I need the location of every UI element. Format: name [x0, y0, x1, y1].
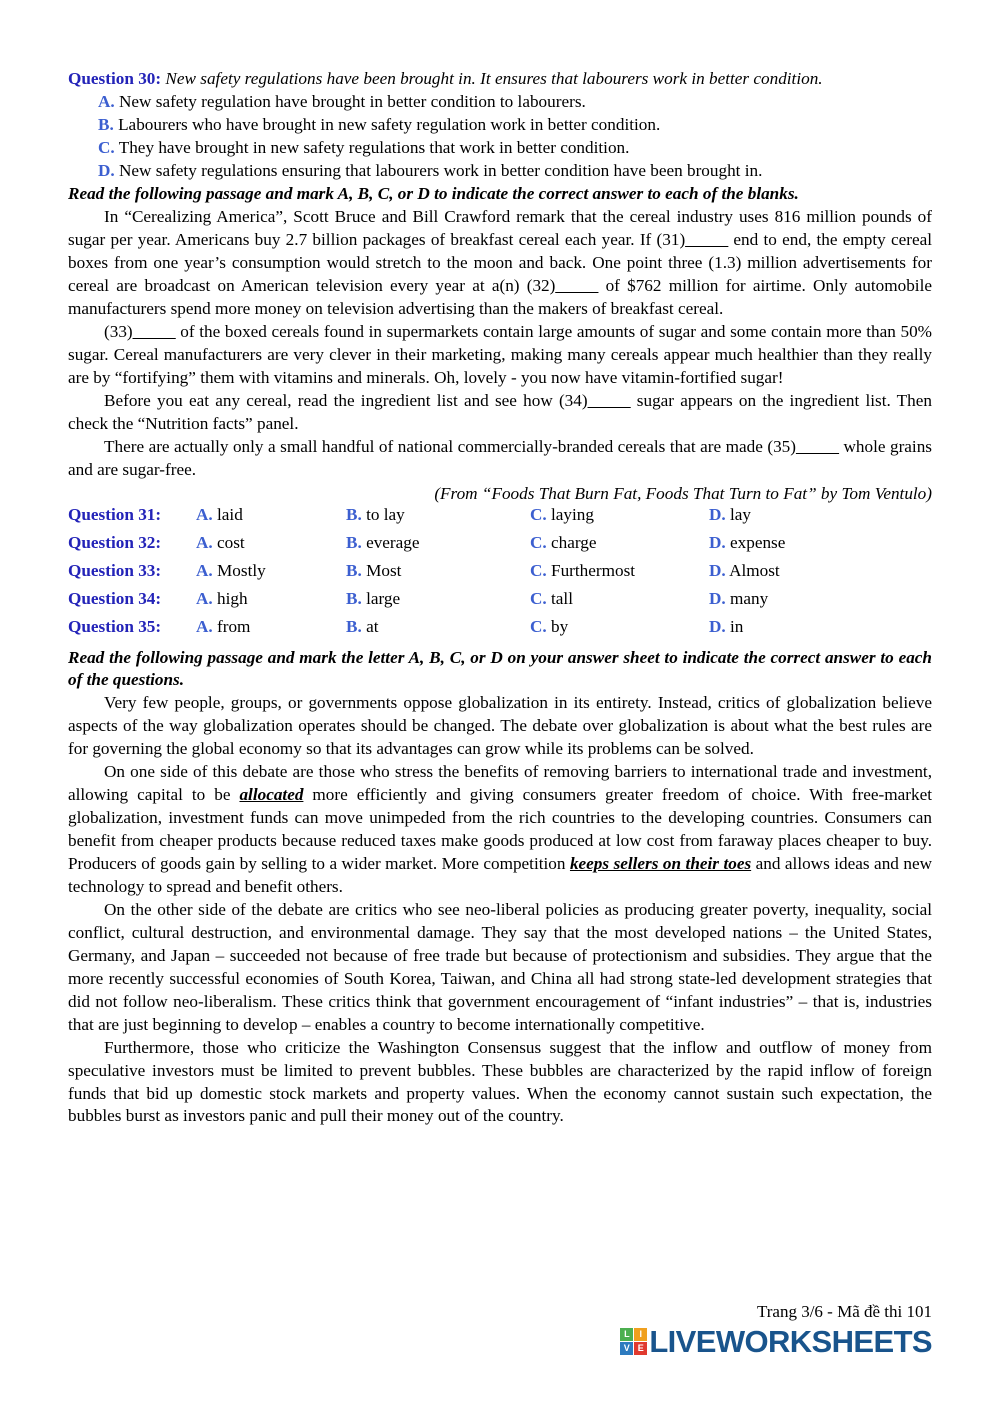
page-footer — [620, 1302, 932, 1357]
option-text: to lay — [366, 504, 405, 524]
question-34-option-b[interactable] — [346, 590, 400, 607]
cloze-p3-text-b: sugar appears on the ingredient list. Then check the “Nutrition facts” panel. — [68, 390, 932, 433]
question-35-option-b[interactable] — [346, 618, 378, 635]
question-32-label: Question 32: — [68, 532, 162, 552]
option-letter: C. — [98, 137, 115, 157]
option-text: lay — [730, 504, 752, 524]
option-letter: C. — [530, 588, 547, 608]
cloze-p3-text-a: Before you eat any cereal, read the ingredient list and see how (34) — [104, 390, 588, 410]
question-33-option-b[interactable] — [346, 562, 401, 579]
option-letter: A. — [98, 91, 115, 111]
liveworksheets-logo — [620, 1326, 932, 1357]
question-30-option-a[interactable] — [98, 91, 932, 114]
cloze-paragraph-1 — [68, 206, 932, 321]
option-letter: B. — [346, 588, 362, 608]
question-33-option-a[interactable] — [196, 562, 266, 579]
logo-tile-l: L — [620, 1328, 633, 1341]
blank-33: _____ — [132, 322, 176, 342]
question-33-row — [68, 562, 932, 590]
instruction-reading: Read the following passage and mark the letter A, B, C, or D on your answer sheet to indicate the correct answer to each of the questions. — [68, 647, 932, 690]
option-letter: D. — [709, 616, 726, 636]
question-31-option-a[interactable] — [196, 506, 243, 523]
reading-paragraph-4: Furthermore, those who criticize the Washington Consensus suggest that the inflow and outflow of money from speculative investors must be limited to prevent bubbles. These bubbles are characterized by the rapid inflow of foreign funds that bid up domestic stock markets and property values. When the economy cannot sustain such expectation, the bubbles burst as investors panic and pull their money out of the country. — [68, 1037, 932, 1126]
option-text: charge — [551, 532, 597, 552]
question-33-label: Question 33: — [68, 560, 162, 580]
question-30-block — [68, 68, 932, 91]
blank-31: _____ — [685, 230, 729, 250]
reading-paragraph-2 — [68, 761, 932, 899]
option-letter: A. — [196, 532, 213, 552]
blank-34: _____ — [587, 390, 631, 410]
option-text: cost — [217, 532, 245, 552]
option-letter: B. — [98, 114, 114, 134]
question-34-row — [68, 590, 932, 618]
cloze-p2-text-b: of the boxed cereals found in supermarkets contain large amounts of sugar and some contain more than 50% sugar. Cereal manufacturers are very clever in their marketing, making many cereals appear much healthier than they really are by “fortifying” them with vitamins and minerals. Oh, lovely - you now have vitamin-fortified sugar! — [68, 322, 932, 387]
option-text: at — [366, 616, 379, 636]
cloze-p1-text-a: In “Cerealizing America”, Scott Bruce and Bill Crawford remark that the cereal industry uses 816 million pounds of sugar per year. Americans buy 2.7 billion packages of breakfast cereal each year. If (31) — [68, 207, 932, 250]
question-34-option-d[interactable] — [709, 590, 768, 607]
option-text: laid — [217, 504, 243, 524]
question-30-number: Question 30: — [68, 69, 162, 88]
option-text: They have brought in new safety regulations that work in better condition. — [118, 137, 630, 157]
option-text: in — [730, 616, 744, 636]
worksheet-page — [68, 68, 932, 1128]
cloze-paragraph-2 — [68, 321, 932, 390]
emphasized-term-keeps-sellers-on-their-toes: keeps sellers on their toes — [569, 853, 752, 873]
option-letter: B. — [346, 504, 362, 524]
cloze-p2-text-a: (33) — [104, 322, 133, 342]
option-text: laying — [551, 504, 594, 524]
option-letter: D. — [709, 504, 726, 524]
option-letter: D. — [98, 160, 115, 180]
passage-attribution: (From “Foods That Burn Fat, Foods That Turn to Fat” by Tom Ventulo) — [434, 483, 932, 503]
reading-p2-text-c: and allows ideas and new technology to spread and benefit others. — [68, 853, 932, 896]
cloze-paragraph-4 — [68, 436, 932, 482]
option-text: New safety regulation have brought in better condition to labourers. — [119, 91, 586, 111]
page-info: Trang 3/6 - Mã đề thi 101 — [756, 1301, 932, 1321]
option-text: Labourers who have brought in new safety regulation work in better condition. — [118, 114, 661, 134]
question-32-row — [68, 534, 932, 562]
cloze-p4-text-a: There are actually only a small handful of national commercially-branded cereals that are made (35) — [104, 436, 796, 456]
option-letter: C. — [530, 532, 547, 552]
option-letter: B. — [346, 560, 362, 580]
option-text: Almost — [729, 560, 780, 580]
question-32-option-a[interactable] — [196, 534, 245, 551]
option-text: many — [730, 588, 769, 608]
instruction-cloze: Read the following passage and mark A, B, C, or D to indicate the correct answer to each of the blanks. — [68, 184, 799, 204]
option-text: Furthermost — [551, 560, 636, 580]
question-32-option-c[interactable] — [530, 534, 597, 551]
liveworksheets-logo-icon — [620, 1328, 647, 1355]
reading-p2-text-b: more efficiently and giving consumers greater freedom of choice. With free-market globalization, investment funds can move unimpeded from the rich countries to the developing countries. Consumers can benefit from cheaper products because reduced taxes make goods produced at low cost from faraway places cheaper to buy. Producers of goods gain by selling to a wider market. More competition — [68, 785, 932, 873]
option-text: Mostly — [217, 560, 266, 580]
question-34-label: Question 34: — [68, 588, 162, 608]
option-letter: A. — [196, 560, 213, 580]
option-text: by — [551, 616, 569, 636]
question-31-row — [68, 506, 932, 534]
option-text: from — [217, 616, 251, 636]
question-35-option-a[interactable] — [196, 618, 250, 635]
question-34-option-c[interactable] — [530, 590, 573, 607]
option-letter: A. — [196, 616, 213, 636]
question-30-option-c[interactable] — [98, 137, 932, 160]
emphasized-term-allocated: allocated — [239, 785, 304, 805]
question-30-option-b[interactable] — [98, 114, 932, 137]
logo-tile-e: E — [634, 1342, 647, 1355]
question-31-option-b[interactable] — [346, 506, 405, 523]
option-text: high — [217, 588, 248, 608]
option-text: everage — [366, 532, 420, 552]
question-33-option-c[interactable] — [530, 562, 635, 579]
cloze-p1-text-b: end to end, the empty cereal boxes from one year’s consumption would stretch to the moon and back. One point three (1.3) million advertisements for cereal are broadcast on American television every year at a(n) (32) — [68, 230, 932, 296]
question-32-option-d[interactable] — [709, 534, 785, 551]
option-letter: C. — [530, 504, 547, 524]
option-letter: B. — [346, 616, 362, 636]
reading-paragraph-1: Very few people, groups, or governments oppose globalization in its entirety. Instead, critics of globalization believe aspects of the way globalization operates should be changed. The debate over globalization is about what the best rules are for governing the global economy so that its advantages can grow while its problems can be solved. — [68, 693, 932, 759]
option-letter: D. — [709, 532, 726, 552]
option-text: expense — [730, 532, 786, 552]
reading-paragraph-3: On the other side of the debate are critics who see neo-liberal policies as producing greater poverty, inequality, social conflict, cultural destruction, and environmental damage. They say that the most developed nations – the United States, Germany, and Japan – succeeded not because of free trade but because of protectionism and subsidies. They argue that the more recently successful economies of South Korea, Taiwan, and China all had strong state-led development strategies that did not follow neo-liberalism. These critics think that government encouragement of “infant industries” – that is, industries that are just beginning to develop – enables a country to become internationally competitive. — [68, 899, 932, 1034]
cloze-p1-text-c: of $762 million for airtime. Only automobile manufacturers spend more money on television advertising than the makers of breakfast cereal. — [68, 276, 932, 319]
blank-35: _____ — [796, 436, 839, 456]
blank-32: _____ — [555, 276, 599, 296]
option-letter: A. — [196, 504, 213, 524]
reading-p2-text-a: On one side of this debate are those who stress the benefits of removing barriers to international trade and investment, allowing capital to be — [68, 762, 932, 805]
question-35-option-c[interactable] — [530, 618, 568, 635]
cloze-p4-text-b: whole grains and are sugar-free. — [68, 436, 932, 479]
option-text: Most — [366, 560, 402, 580]
liveworksheets-wordmark: LIVEWORKSHEETS — [649, 1324, 932, 1359]
question-31-label: Question 31: — [68, 504, 162, 524]
cloze-paragraph-3 — [68, 390, 932, 436]
question-34-option-a[interactable] — [196, 590, 248, 607]
option-letter: A. — [196, 588, 213, 608]
question-35-label: Question 35: — [68, 616, 162, 636]
option-letter: D. — [709, 560, 726, 580]
logo-tile-v: V — [620, 1342, 633, 1355]
logo-tile-i: I — [634, 1328, 647, 1341]
option-letter: B. — [346, 532, 362, 552]
question-31-option-d[interactable] — [709, 506, 751, 523]
question-35-row — [68, 618, 932, 646]
option-text: large — [366, 588, 401, 608]
question-30-stem: New safety regulations have been brought in. It ensures that labourers work in better condition. — [165, 69, 823, 88]
option-letter: D. — [709, 588, 726, 608]
question-30-option-d[interactable] — [98, 160, 932, 183]
question-35-option-d[interactable] — [709, 618, 743, 635]
option-text: tall — [551, 588, 573, 608]
option-letter: C. — [530, 560, 547, 580]
option-letter: C. — [530, 616, 547, 636]
question-31-option-c[interactable] — [530, 506, 594, 523]
question-32-option-b[interactable] — [346, 534, 420, 551]
option-text: New safety regulations ensuring that labourers work in better condition have been brought in. — [119, 160, 763, 180]
question-33-option-d[interactable] — [709, 562, 780, 579]
